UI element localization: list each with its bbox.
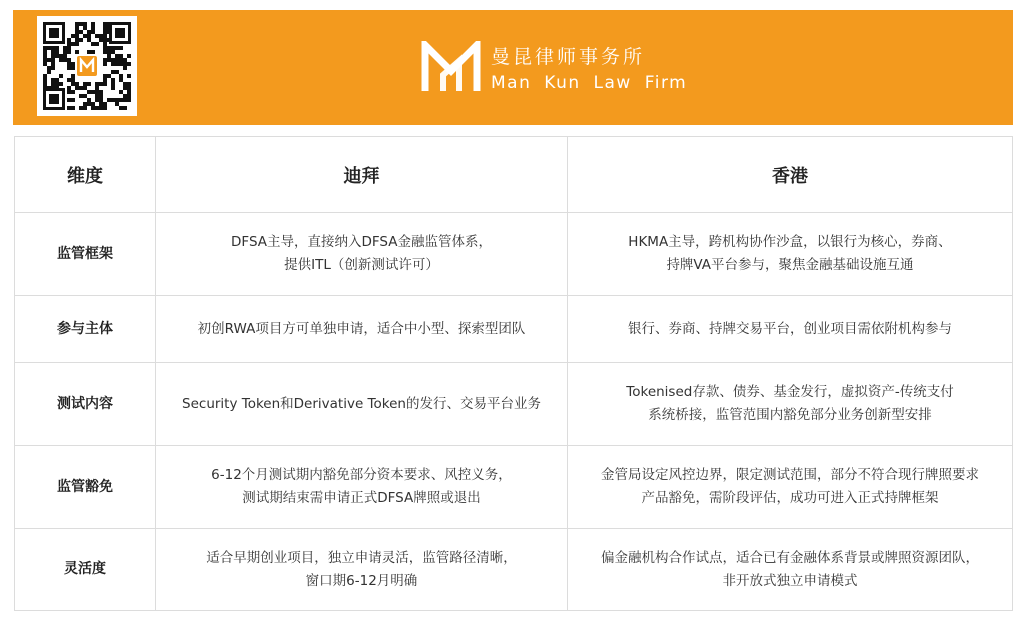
hongkong-cell (568, 296, 1013, 363)
table-row (15, 296, 1013, 363)
cell-line: 窗口期6-12月明确 (305, 572, 418, 589)
table-row (15, 213, 1013, 296)
row-dimension: 监管框架 (15, 213, 156, 296)
hongkong-cell (568, 213, 1013, 296)
cell-line: 产品豁免，需阶段评估，成功可进入正式持牌框架 (641, 490, 939, 506)
qr-finder-top-right (109, 22, 131, 44)
header-banner (13, 10, 1013, 125)
cell-line: HKMA主导，跨机构协作沙盒，以银行为核心，券商、 (628, 234, 952, 250)
cell-line: 非开放式独立申请模式 (722, 572, 858, 589)
qr-finder-top-left (43, 22, 65, 44)
cell-line: 6-12个月测试期内豁免部分资本要求、风控义务， (211, 467, 512, 483)
cell-line: Security Token和Derivative Token的发行、交易平台业务 (182, 395, 541, 412)
row-dimension: 灵活度 (15, 529, 156, 611)
qr-center-logo (75, 54, 99, 78)
dubai-cell (156, 529, 568, 611)
column-header-dimension: 维度 (15, 137, 156, 213)
cell-line: 持牌VA平台参与，聚焦金融基础设施互通 (666, 257, 914, 273)
table-header-row (15, 137, 1013, 213)
dubai-cell (156, 213, 568, 296)
table-row (15, 363, 1013, 446)
brand-name-english: Man Kun Law Firm (491, 73, 688, 93)
hongkong-cell (568, 529, 1013, 611)
table-row (15, 529, 1013, 611)
mankun-logo-icon (421, 41, 481, 93)
row-dimension: 参与主体 (15, 296, 156, 363)
row-dimension: 监管豁免 (15, 446, 156, 529)
cell-line: 提供ITL（创新测试许可） (284, 257, 439, 273)
brand-name-chinese: 曼昆律师事务所 (491, 46, 646, 68)
hongkong-cell (568, 363, 1013, 446)
cell-line: 系统桥接，监管范围内豁免部分业务创新型安排 (648, 407, 932, 423)
cell-line: DFSA主导，直接纳入DFSA金融监管体系， (231, 234, 492, 250)
cell-line: 初创RWA项目方可单独申请，适合中小型、探索型团队 (197, 320, 526, 337)
column-header-hongkong: 香港 (568, 137, 1013, 213)
cell-line: 测试期结束需申请正式DFSA牌照或退出 (242, 490, 481, 506)
qr-code[interactable] (37, 16, 137, 116)
table-row (15, 446, 1013, 529)
dubai-cell (156, 363, 568, 446)
cell-line: 银行、券商、持牌交易平台，创业项目需依附机构参与 (628, 320, 952, 337)
dubai-cell (156, 296, 568, 363)
cell-line: Tokenised存款、债券、基金发行，虚拟资产-传统支付 (626, 384, 954, 400)
cell-line: 适合早期创业项目，独立申请灵活，监管路径清晰， (206, 549, 517, 566)
qr-finder-bottom-left (43, 88, 65, 110)
cell-line: 金管局设定风控边界，限定测试范围，部分不符合现行牌照要求 (601, 467, 979, 483)
row-dimension: 测试内容 (15, 363, 156, 446)
cell-line: 偏金融机构合作试点，适合已有金融体系背景或牌照资源团队， (601, 549, 979, 566)
comparison-table (14, 136, 1013, 611)
qr-code-icon (37, 16, 137, 116)
hongkong-cell (568, 446, 1013, 529)
column-header-dubai: 迪拜 (156, 137, 568, 213)
dubai-cell (156, 446, 568, 529)
